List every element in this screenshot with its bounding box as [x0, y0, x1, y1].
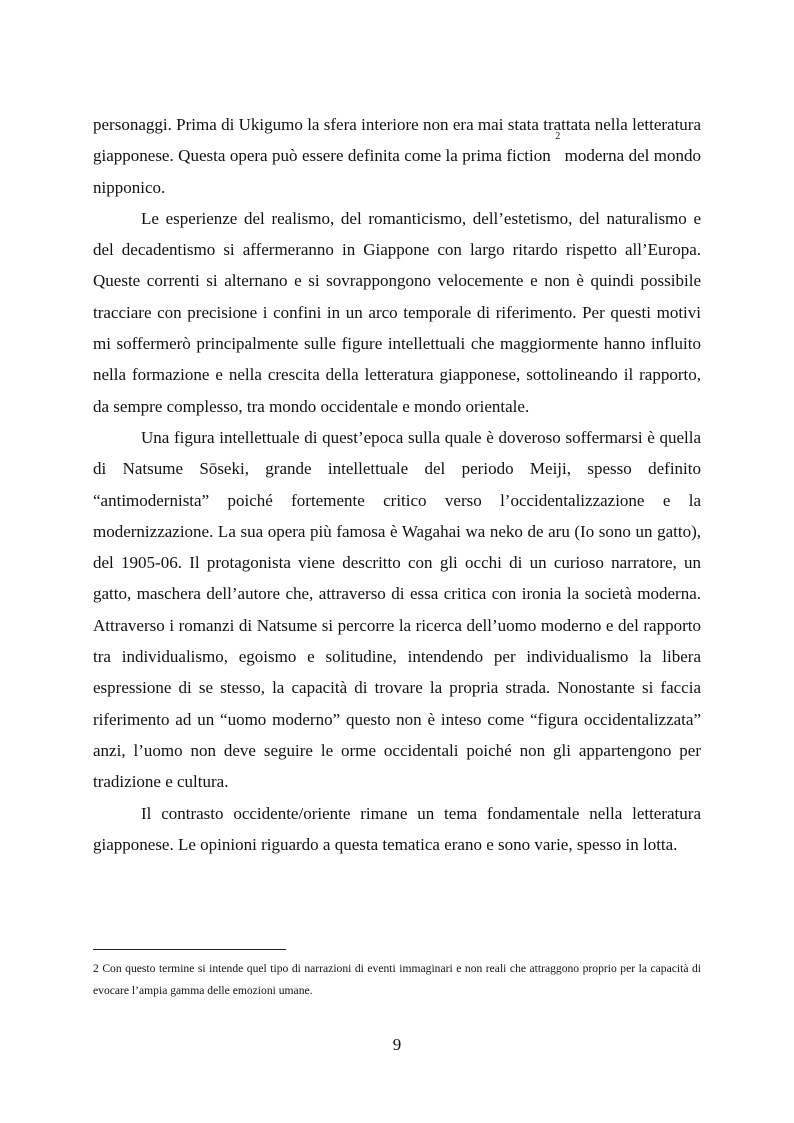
paragraph-3: Una figura intellettuale di quest’epoca sulla quale è doveroso soffermarsi è quella di Natsume Sōseki, grande intellettuale del periodo Meiji, spesso definito “antimodernista” poiché fortemente critico verso l’occidentalizzazione e la modernizzazione. La sua opera più famosa è Wagahai wa neko de aru (Io sono un gatto), del 1905-06. Il protagonista viene descritto con gli occhi di un curioso narratore, un gatto, maschera dell’autore che, attraverso di essa critica con ironia la società moderna. Attraverso i romanzi di Natsume si percorre la ricerca dell’uomo moderno e del rapporto tra individualismo, egoismo e solitudine, intendendo per individualismo la libera espressione di se stesso, la capacità di trovare la propria strada. Nonostante si faccia riferimento ad un “uomo moderno” questo non è inteso come “figura occidentalizzata” anzi, l’uomo non deve seguire le orme occidentali poiché non gli appartengono per tradizione e cultura. — [93, 427, 701, 792]
page-number: 9 — [392, 1035, 402, 1054]
footnote: 2 Con questo termine si intende quel tipo di narrazioni di eventi immaginari e non reali che attraggono proprio per la capacità di evocare l’ampia gamma delle emozioni umane. — [93, 962, 701, 997]
paragraph-1-text: personaggi. Prima di Ukigumo la sfera interiore non era mai stata trattata nella letteratura giapponese. Questa opera può essere definita come la prima fiction — [93, 115, 701, 166]
footnote-reference[interactable]: 2 — [555, 131, 561, 143]
paragraph-4: Il contrasto occidente/oriente rimane un tema fondamentale nella letteratura giapponese. Le opinioni riguardo a questa tematica erano e sono varie, spesso in lotta. — [93, 803, 701, 854]
document-page — [93, 109, 701, 860]
paragraph-2: Le esperienze del realismo, del romanticismo, dell’estetismo, del naturalismo e del decadentismo si affermeranno in Giappone con largo ritardo rispetto all’Europa. Queste correnti si alternano e si sovrappongono velocemente e non è quindi possibile tracciare con precisione i confini in un arco temporale di riferimento. Per questi motivi mi soffermerò principalmente sulle figure intellettuali che maggiormente hanno influito nella formazione e nella crescita della letteratura giapponese, sottolineando il rapporto, da sempre complesso, tra mondo occidentale e mondo orientale. — [93, 208, 701, 416]
paragraph-1 — [93, 109, 701, 203]
paragraph-1-tail: moderna del mondo nipponico. — [93, 146, 702, 197]
footnote-separator — [93, 949, 286, 950]
